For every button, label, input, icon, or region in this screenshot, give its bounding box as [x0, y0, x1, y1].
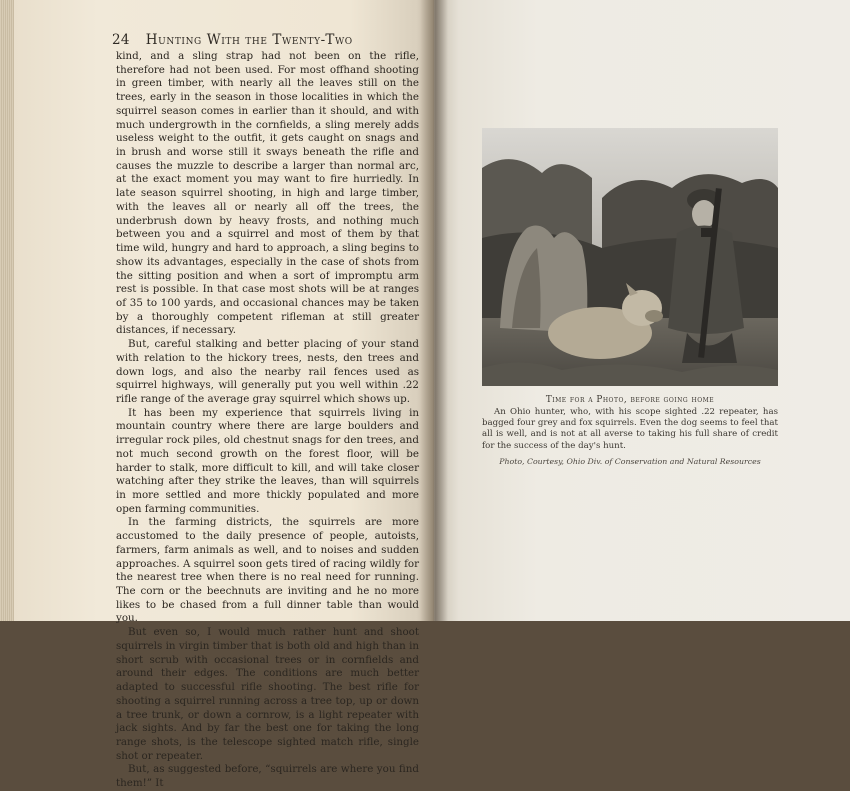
- paragraph: But, careful stalking and better placing of your stand with relation to the hickory trees, nests, den trees and down logs, and also the nearby rail fences used as squirrel highways, will generally put you well within .22 rifle range of the average gray squirrel which shows up.: [116, 338, 419, 405]
- running-head: [112, 32, 412, 48]
- paragraph: But, as suggested before, “squirrels are where you find them!” It: [116, 763, 419, 790]
- paragraph: It has been my experience that squirrels living in mountain country where there are large boulders and irregular rock piles, old chestnut snags for den trees, and not much second growth on the forest floor, will be harder to stalk, more difficult to kill, and will take closer watching after they strike the leaves, than will squirrels in more settled and more thickly populated and more open farming communities.: [116, 406, 419, 515]
- body-text: [116, 50, 419, 791]
- paragraph: kind, and a sling strap had not been on the rifle, therefore had not been used. For most offhand shooting in green timber, with nearly all the leaves still on the trees, early in the season in those localities in which the squirrel season comes in earlier than it should, and with much undergrowth in the cornfields, a sling merely adds useless weight to the outfit, it gets caught on snags and in brush and worse still it sways beneath the rifle and causes the muzzle to describe a larger than normal arc, at the exact moment you may want to fire hurriedly. In late season squirrel shooting, in high and large timber, with the leaves all or nearly all off the trees, the underbrush down by heavy frosts, and nothing much between you and a squirrel and most of them by that time wild, hungry and hard to approach, a sling begins to show its advantages, especially in the case of shots from the sitting position and when a sort of impromptu arm rest is possible. In that case most shots will be at ranges of 35 to 100 yards, and occasional chances may be taken by a thoroughly competent rifleman at still greater distances, if necessary.: [116, 50, 419, 337]
- hunter-photo: [482, 128, 778, 386]
- book-gutter: [420, 0, 448, 621]
- paragraph: But even so, I would much rather hunt and shoot squirrels in virgin timber that is both old and high than in short scrub with occasional trees or in cornfields and around their edges. The conditions are much better adapted to successful rifle shooting. The best rifle for shooting a squirrel running across a tree top, up or down a tree trunk, or down a cornrow, is a light repeater with jack sights. And by far the best one for taking the long range shots, is the telescope sighted match rifle, single shot or repeater.: [116, 626, 419, 762]
- hunter-photo-illustration: [482, 128, 778, 386]
- page-edge-stack: [0, 0, 14, 621]
- running-head-title: Hunting With the Twenty-Two: [145, 32, 353, 48]
- photo-caption-body: An Ohio hunter, who, with his scope sighted .22 repeater, has bagged four grey and fox squirrels. Even the dog seems to feel that all is well, and is not at all averse to taking his full share of credit for the success of the day's hunt.: [482, 407, 778, 451]
- paragraph: In the farming districts, the squirrels are more accustomed to the daily presence of people, autoists, farmers, farm animals as well, and to noises and sudden approaches. A squirrel soon gets tired of racing wildly for the nearest tree when there is no real need for running. The corn or the beechnuts are inviting and he no more likes to be chased from a full dinner table than would you.: [116, 516, 419, 625]
- page-number: 24: [112, 32, 130, 48]
- photo-caption-title: Time for a Photo, before going home: [545, 395, 715, 405]
- photo-credit: Photo, Courtesy, Ohio Div. of Conservation and Natural Resources: [499, 457, 761, 466]
